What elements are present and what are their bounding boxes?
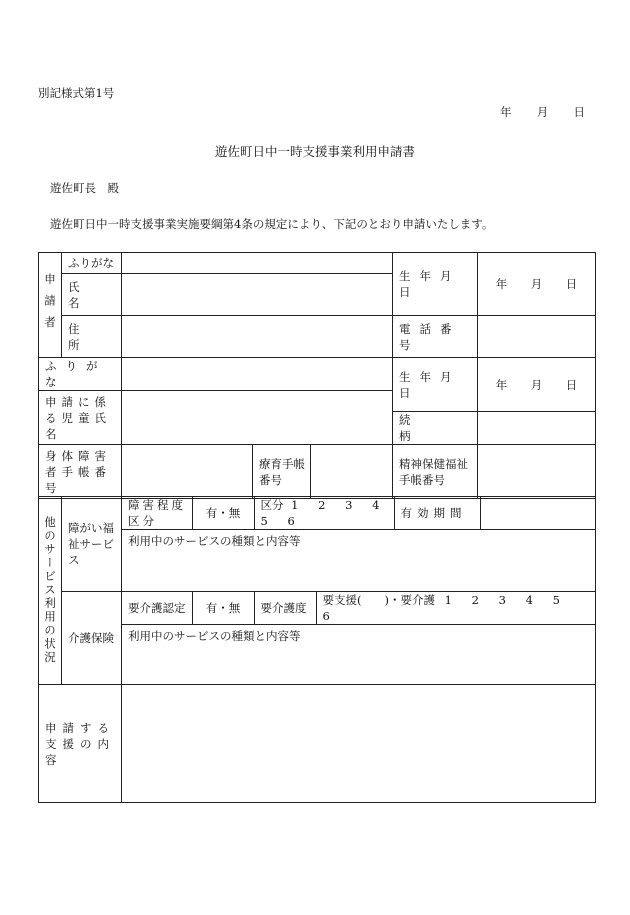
ryoiku-notebook-label: 療育手帳番号 [253,445,311,499]
applicant-address-field[interactable] [122,316,393,358]
form-number: 別記様式第1号 [38,86,115,100]
validity-field[interactable] [480,497,595,529]
child-relation-label: 続 柄 [393,412,478,445]
child-furigana-label: ふりがな [39,358,122,391]
support-content-field[interactable] [122,685,596,803]
intro-text: 遊佐町日中一時支援事業実施要綱第4条の規定により、下記のとおり申請いたします。 [50,217,494,231]
header-date [500,104,585,120]
child-birthdate-label: 生年月日 [393,358,478,412]
care-cert-yes-no[interactable]: 有・無 [192,592,254,624]
mental-notebook-field[interactable] [478,445,596,499]
applicant-phone-field[interactable] [478,316,596,358]
applicant-name-label: 氏 名 [62,274,122,316]
care-level-values[interactable]: 要支援( )・要介護 1 2 3 4 5 6 [322,593,568,623]
degree-label: 障害程度区分 [122,497,192,529]
disability-degree-row [122,497,595,529]
child-name-label: 申請に係る児童氏名 [39,391,122,445]
validity-label: 有効期間 [394,497,480,529]
category-values[interactable]: 区分 1 2 3 4 5 6 [254,497,394,529]
applicant-table [38,252,596,499]
services-group-label: 他のサービス利用の状況 [39,497,62,685]
mental-notebook-label: 精神保健福祉手帳番号 [393,445,478,499]
applicant-furigana-label: ふりがな [62,253,122,274]
child-name-field[interactable] [122,391,393,445]
care-cert-row [122,592,595,624]
services-table [38,496,596,803]
page-title: 遊佐町日中一時支援事業利用申請書 [214,144,415,159]
applicant-name-field[interactable] [122,274,393,316]
disability-service-label: 障がい福祉サービス [62,497,122,592]
applicant-birthdate-field[interactable]: 年 月 日 [478,253,596,316]
care-level-label: 要介護度 [254,592,316,624]
applicant-phone-label: 電話番号 [393,316,478,358]
applicant-furigana-field[interactable] [122,253,393,274]
care-cert-label: 要介護認定 [122,592,192,624]
ryoiku-notebook-field[interactable] [311,445,393,499]
date-month: 月 [536,105,549,119]
category-number-list: 1 2 3 4 5 6 [260,498,388,528]
applicant-group-label: 申請者 [39,253,62,358]
date-year: 年 [500,105,512,119]
disability-content-field[interactable]: 利用中のサービスの種類と内容等 [122,530,596,592]
applicant-birthdate-label: 生年月日 [393,253,478,316]
support-content-label: 申請する支援の内容 [39,685,122,803]
date-day: 日 [573,105,585,119]
child-birthdate-field[interactable]: 年 月 日 [478,358,596,412]
care-number-list: 1 2 3 4 5 6 [322,593,568,623]
physical-notebook-label: 身体障害者手帳番号 [39,445,122,499]
care-content-field[interactable]: 利用中のサービスの種類と内容等 [122,625,596,685]
care-insurance-label: 介護保険 [62,592,122,685]
addressee: 遊佐町長 殿 [50,181,119,195]
physical-notebook-field[interactable] [122,445,253,499]
child-furigana-field[interactable] [122,358,393,391]
degree-yes-no[interactable]: 有・無 [192,497,254,529]
applicant-address-label: 住 所 [62,316,122,358]
